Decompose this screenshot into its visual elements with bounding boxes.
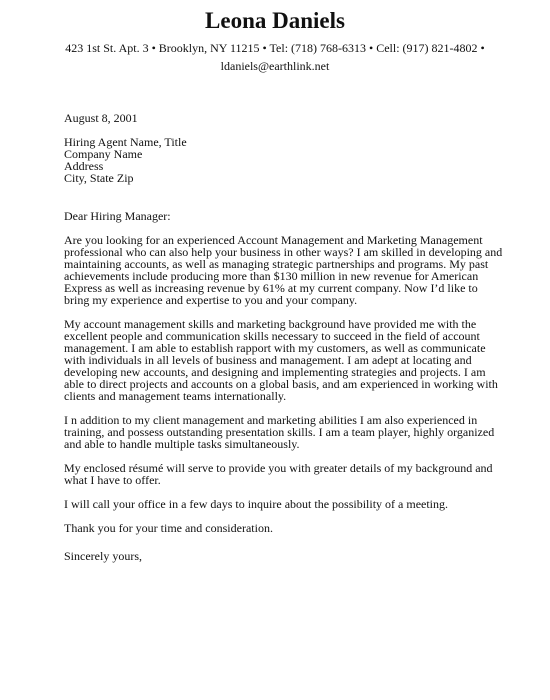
paragraph-intro: Are you looking for an experienced Account Management and Marketing Management professional who can also help your business in other ways? I am skilled in developing and maintaining accounts, as well as managing strategic partnerships and programs. My past achievements include producing more than $130 million in new revenue for American Express as well as increasing revenue by 61% at my current company. Now I’d like to bring my experience and expertise to you and your company. — [64, 233, 503, 307]
recipient-name-title: Hiring Agent Name, Title — [64, 135, 187, 149]
recipient-address-line: Address — [64, 159, 104, 173]
paragraph-abilities: I n addition to my client management and marketing abilities I am also experienced in training, and possess outstanding presentation skills. I am a team player, highly organized and able to handle multiple tasks simultaneously. — [64, 413, 495, 451]
letter-date: August 8, 2001 — [64, 111, 138, 125]
salutation: Dear Hiring Manager: — [64, 209, 171, 223]
letterhead — [0, 8, 550, 75]
closing: Sincerely yours, — [64, 549, 142, 563]
sender-email: ldaniels@earthlink.net — [220, 59, 330, 74]
recipient-company: Company Name — [64, 147, 143, 161]
recipient-city-state-zip: City, State Zip — [64, 171, 134, 185]
paragraph-thanks: Thank you for your time and consideration. — [64, 521, 273, 535]
sender-name: Leona Daniels — [205, 8, 345, 33]
sender-contact-line-1: 423 1st St. Apt. 3 • Brooklyn, NY 11215 • Tel: (718) 768-6313 • Cell: (917) 821-4802 • — [65, 41, 485, 56]
recipient-address — [64, 136, 504, 184]
paragraph-skills: My account management skills and marketing background have provided me with the excellent people and communication skills necessary to succeed in the field of account management. I am able to establish rapport with my customers, as well as communicate with individuals in all levels of business and management. I am adept at locating and developing new accounts, and designing and implementing strategies and projects. I am able to direct projects and accounts on a global basis, and am experienced in working with clients and management teams internationally. — [64, 317, 498, 403]
letter-body — [64, 112, 504, 562]
paragraph-follow-up: I will call your office in a few days to inquire about the possibility of a meeting. — [64, 497, 449, 511]
paragraph-resume: My enclosed résumé will serve to provide you with greater details of my background and what I have to offer. — [64, 461, 493, 487]
